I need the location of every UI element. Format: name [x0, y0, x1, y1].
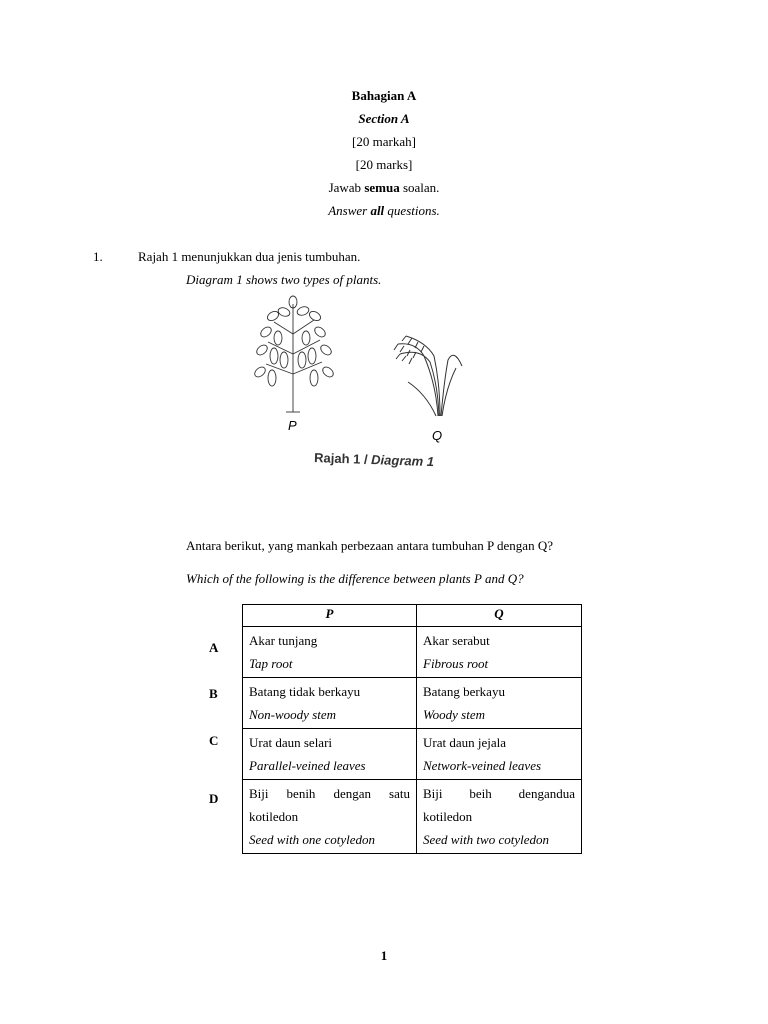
- table-row[interactable]: [243, 729, 582, 780]
- question-ask-en: Which of the following is the difference between plants P and Q?: [186, 571, 524, 586]
- plant-q-label: Q: [432, 428, 443, 443]
- question-stem-en: Diagram 1 shows two types of plants.: [186, 272, 382, 287]
- marks-en: [20 marks]: [355, 157, 413, 172]
- option-a-p-cell: [243, 627, 417, 678]
- instruction-ms-pre: Jawab: [328, 180, 365, 195]
- option-d-q-cell: [417, 780, 582, 854]
- option-label-c[interactable]: C: [209, 733, 219, 748]
- option-a-q-cell: [417, 627, 582, 678]
- cell-text-ms-cont: kotiledon: [423, 809, 473, 824]
- diagram-caption-ms: Rajah 1 /: [313, 450, 372, 467]
- instruction-en: [0, 203, 768, 219]
- option-c-p-cell: [243, 729, 417, 780]
- instruction-en-post: questions.: [384, 203, 440, 218]
- option-b-q-cell: [417, 678, 582, 729]
- table-header-q: Q: [417, 605, 582, 627]
- question-ask-ms: Antara berikut, yang mankah perbezaan antara tumbuhan P dengan Q?: [186, 538, 553, 553]
- option-c-q-cell: [417, 729, 582, 780]
- cell-text-ms: Batang berkayu: [423, 684, 505, 699]
- instruction-ms-bold: semua: [364, 180, 400, 195]
- page-number: 1: [380, 948, 388, 963]
- plant-p-illustration: [253, 296, 335, 412]
- cell-text-ms: Biji beih dengandua: [423, 786, 575, 801]
- diagram-caption-en: Diagram 1: [370, 451, 435, 470]
- cell-text-ms: Akar tunjang: [249, 633, 318, 648]
- cell-text-en: Fibrous root: [423, 656, 489, 671]
- table-row[interactable]: [243, 678, 582, 729]
- plant-diagram-figure: [248, 294, 468, 474]
- cell-text-ms: Batang tidak berkayu: [249, 684, 361, 699]
- instruction-en-bold: all: [370, 203, 385, 218]
- table-row[interactable]: [243, 627, 582, 678]
- option-label-d[interactable]: D: [209, 791, 219, 806]
- option-label-b[interactable]: B: [209, 686, 218, 701]
- table-row[interactable]: [243, 780, 582, 854]
- plant-q-illustration: [394, 336, 462, 416]
- section-title-en: Section A: [358, 111, 410, 126]
- diagram-caption: [314, 450, 434, 469]
- plant-diagram: [248, 294, 468, 474]
- table-header-p: P: [243, 605, 417, 627]
- cell-text-ms: Urat daun selari: [249, 735, 333, 750]
- cell-text-en: Seed with one cotyledon: [249, 832, 375, 847]
- cell-text-ms: Urat daun jejala: [423, 735, 507, 750]
- cell-text-en: Seed with two cotyledon: [423, 832, 550, 847]
- cell-text-en: Tap root: [249, 656, 293, 671]
- instruction-en-pre: Answer: [328, 203, 371, 218]
- cell-text-ms-cont: kotiledon: [249, 809, 299, 824]
- cell-text-en: Network-veined leaves: [423, 758, 542, 773]
- marks-ms: [20 markah]: [352, 134, 416, 149]
- question-stem-ms: Rajah 1 menunjukkan dua jenis tumbuhan.: [138, 249, 361, 264]
- option-d-p-cell: [243, 780, 417, 854]
- section-title-ms: Bahagian A: [351, 88, 417, 103]
- cell-text-en: Parallel-veined leaves: [249, 758, 366, 773]
- cell-text-en: Non-woody stem: [249, 707, 337, 722]
- instruction-ms-post: soalan.: [399, 180, 440, 195]
- options-table: [242, 604, 582, 854]
- question-number: 1.: [93, 249, 103, 264]
- instruction-ms: [0, 180, 768, 196]
- option-label-a[interactable]: A: [209, 640, 219, 655]
- option-b-p-cell: [243, 678, 417, 729]
- cell-text-en: Woody stem: [423, 707, 485, 722]
- cell-text-ms: Akar serabut: [423, 633, 490, 648]
- plant-p-label: P: [288, 418, 297, 433]
- cell-text-ms: Biji benih dengan satu: [249, 786, 410, 801]
- table-header-row: [243, 605, 582, 627]
